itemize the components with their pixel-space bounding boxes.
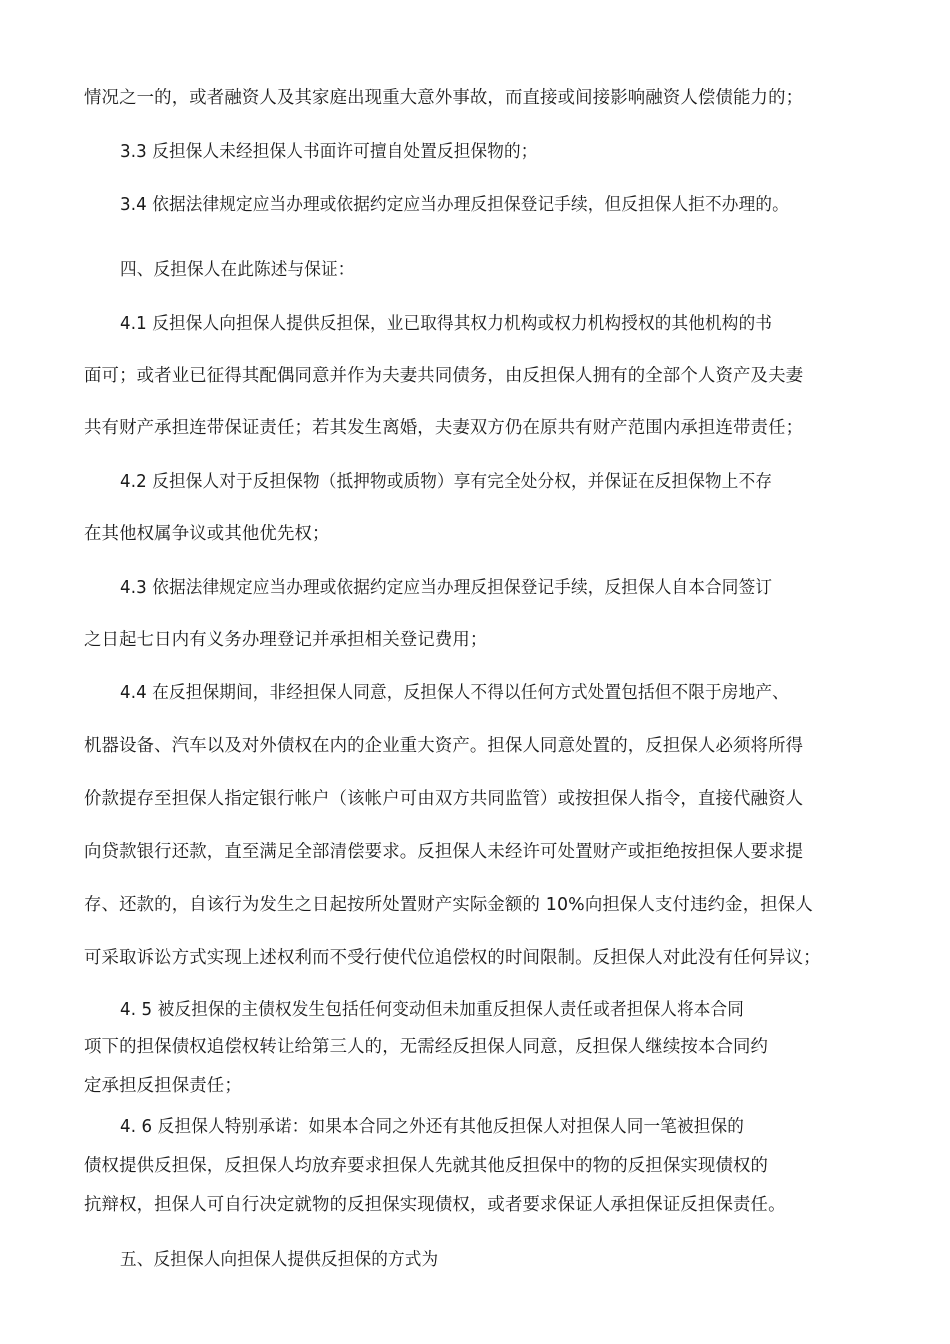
text-line: 4. 6 反担保人特别承诺：如果本合同之外还有其他反担保人对担保人同一笔被担保的 xyxy=(120,1117,744,1137)
text-line: 价款提存至担保人指定银行帐户（该帐户可由双方共同监管）或按担保人指令，直接代融资人 xyxy=(84,789,804,809)
section-heading: 五、反担保人向担保人提供反担保的方式为 xyxy=(120,1250,439,1270)
text-line: 3.4 依据法律规定应当办理或依据约定应当办理反担保登记手续，但反担保人拒不办理的。 xyxy=(120,195,789,215)
text-line: 情况之一的，或者融资人及其家庭出现重大意外事故，而直接或间接影响融资人偿债能力的； xyxy=(84,88,804,108)
text-line: 机器设备、汽车以及对外债权在内的企业重大资产。担保人同意处置的，反担保人必须将所得 xyxy=(84,736,804,756)
text-line: 4.1 反担保人向担保人提供反担保，业已取得其权力机构或权力机构授权的其他机构的书 xyxy=(120,314,773,334)
text-line: 共有财产承担连带保证责任；若其发生离婚，夫妻双方仍在原共有财产范围内承担连带责任； xyxy=(84,418,804,438)
text-line: 4.3 依据法律规定应当办理或依据约定应当办理反担保登记手续，反担保人自本合同签订 xyxy=(120,578,773,598)
text-line: 定承担反担保责任； xyxy=(84,1076,242,1096)
text-line: 4.4 在反担保期间，非经担保人同意，反担保人不得以任何方式处置包括但不限于房地产、 xyxy=(120,683,789,703)
text-line: 之日起七日内有义务办理登记并承担相关登记费用； xyxy=(84,630,488,650)
section-heading: 四、反担保人在此陈述与保证： xyxy=(120,260,355,280)
text-line: 债权提供反担保，反担保人均放弃要求担保人先就其他反担保中的物的反担保实现债权的 xyxy=(84,1156,769,1176)
text-line: 4.2 反担保人对于反担保物（抵押物或质物）享有完全处分权，并保证在反担保物上不存 xyxy=(120,472,773,492)
text-line: 抗辩权，担保人可自行决定就物的反担保实现债权，或者要求保证人承担保证反担保责任。 xyxy=(84,1195,786,1215)
text-line: 在其他权属争议或其他优先权； xyxy=(84,524,330,544)
text-line: 存、还款的，自该行为发生之日起按所处置财产实际金额的 10%向担保人支付违约金，担保人 xyxy=(84,895,813,915)
text-line: 向贷款银行还款，直至满足全部清偿要求。反担保人未经许可处置财产或拒绝按担保人要求提 xyxy=(84,842,804,862)
text-line: 可采取诉讼方式实现上述权利而不受行使代位追偿权的时间限制。反担保人对此没有任何异议； xyxy=(84,948,821,968)
text-line: 面可；或者业已征得其配偶同意并作为夫妻共同债务，由反担保人拥有的全部个人资产及夫妻 xyxy=(84,366,804,386)
text-line: 项下的担保债权追偿权转让给第三人的，无需经反担保人同意，反担保人继续按本合同约 xyxy=(84,1037,769,1057)
text-line: 4. 5 被反担保的主债权发生包括任何变动但未加重反担保人责任或者担保人将本合同 xyxy=(120,1000,744,1020)
text-line: 3.3 反担保人未经担保人书面许可擅自处置反担保物的； xyxy=(120,142,538,162)
